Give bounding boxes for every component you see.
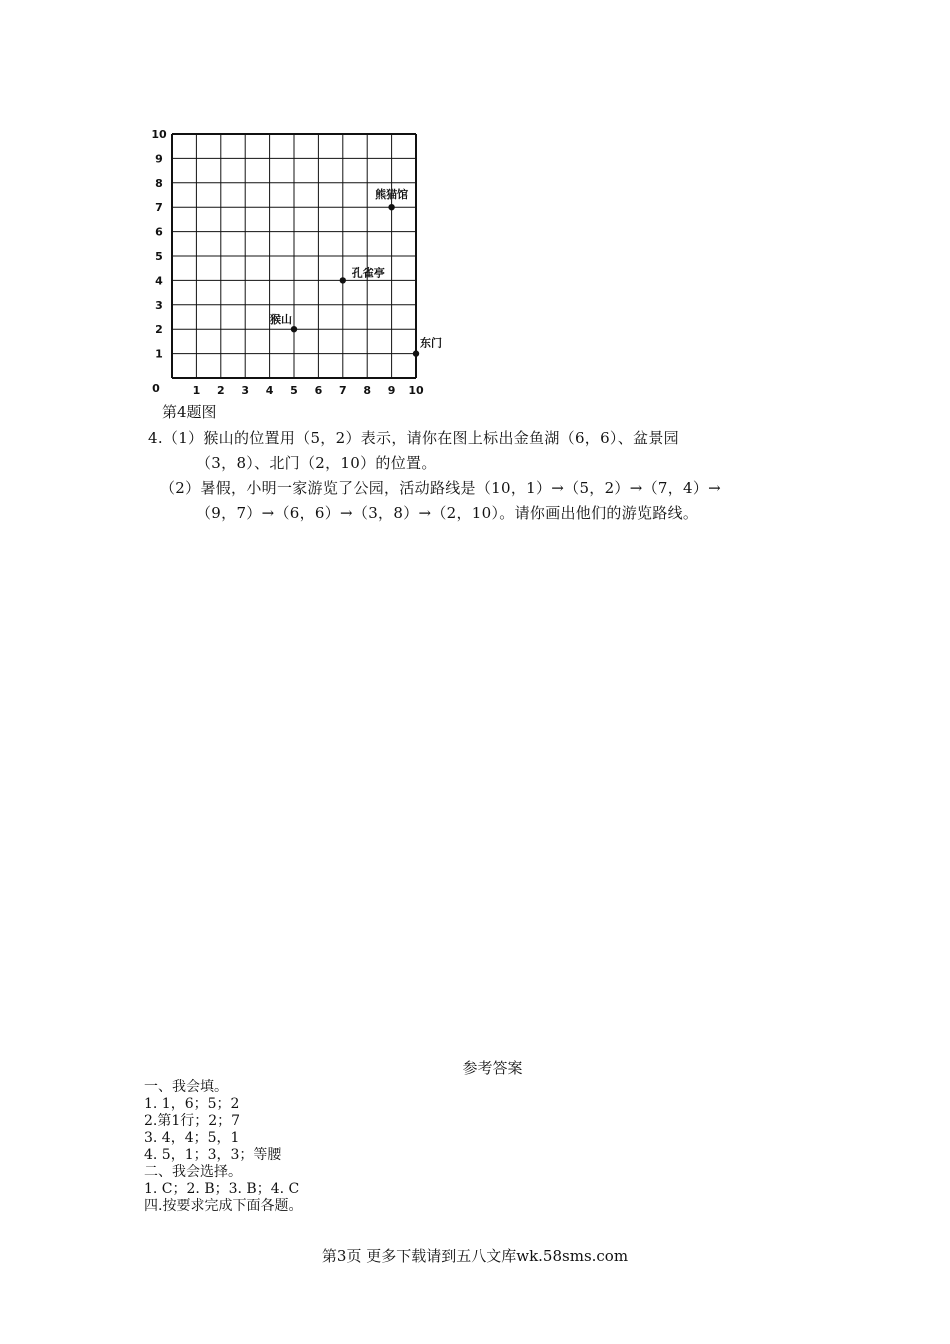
coordinate-grid-figure — [140, 124, 460, 396]
answer-line: 2.第1行；2；7 — [144, 1113, 241, 1129]
y-tick-label: 7 — [155, 201, 163, 215]
map-point-label: 熊猫馆 — [375, 188, 409, 202]
y-tick-label: 1 — [155, 347, 163, 361]
question-line-4: （9，7）→（6，6）→（3，8）→（2，10）。请你画出他们的游览路线。 — [196, 504, 699, 522]
origin-label: 0 — [152, 382, 160, 395]
answer-line: 四.按要求完成下面各题。 — [144, 1198, 303, 1214]
question-line-2: （3，8）、北门（2，10）的位置。 — [196, 454, 437, 472]
y-tick-label: 5 — [155, 250, 163, 263]
figure-caption: 第4题图 — [162, 403, 217, 421]
map-point-label: 猴山 — [270, 313, 292, 327]
answers-title: 参考答案 — [462, 1059, 523, 1077]
map-point-dot — [291, 326, 297, 332]
answer-line: 4. 5，1；3，3；等腰 — [144, 1147, 282, 1163]
x-tick-label: 4 — [265, 384, 274, 396]
x-tick-label: 10 — [408, 384, 424, 396]
map-point-dot — [388, 204, 394, 210]
answer-line: 一、我会填。 — [144, 1079, 228, 1095]
map-point-dot — [413, 350, 419, 356]
x-tick-label: 3 — [241, 384, 250, 396]
answer-line: 1. C；2. B；3. B；4. C — [144, 1181, 300, 1197]
y-tick-label: 6 — [155, 225, 163, 239]
x-tick-label: 5 — [290, 384, 298, 396]
answer-line: 3. 4，4；5，1 — [144, 1130, 240, 1146]
answer-line: 1. 1，6；5；2 — [144, 1096, 240, 1112]
question-line-1: 4.（1）猴山的位置用（5，2）表示，请你在图上标出金鱼湖（6，6）、盆景园 — [148, 429, 679, 447]
y-tick-label: 8 — [155, 176, 163, 190]
y-tick-label: 3 — [155, 298, 163, 312]
map-point-dot — [340, 277, 346, 283]
page-footer: 第3页 更多下载请到五八文库wk.58sms.com — [321, 1247, 629, 1265]
x-tick-label: 7 — [338, 384, 347, 396]
map-point-label: 东门 — [420, 336, 442, 350]
y-tick-label: 4 — [155, 274, 163, 288]
x-tick-label: 1 — [192, 384, 201, 396]
y-tick-label: 2 — [155, 323, 163, 337]
x-tick-label: 8 — [363, 384, 372, 396]
question-line-3: （2）暑假，小明一家游览了公园，活动路线是（10，1）→（5，2）→（7，4）→ — [160, 479, 722, 497]
map-point-label: 孔雀亭 — [351, 266, 385, 280]
coordinate-grid — [140, 124, 460, 396]
answer-line: 二、我会选择。 — [144, 1164, 242, 1180]
x-tick-label: 6 — [314, 384, 323, 396]
x-tick-label: 2 — [216, 384, 225, 396]
y-tick-label: 10 — [151, 128, 167, 141]
y-tick-label: 9 — [155, 152, 163, 166]
x-tick-label: 9 — [387, 384, 396, 396]
